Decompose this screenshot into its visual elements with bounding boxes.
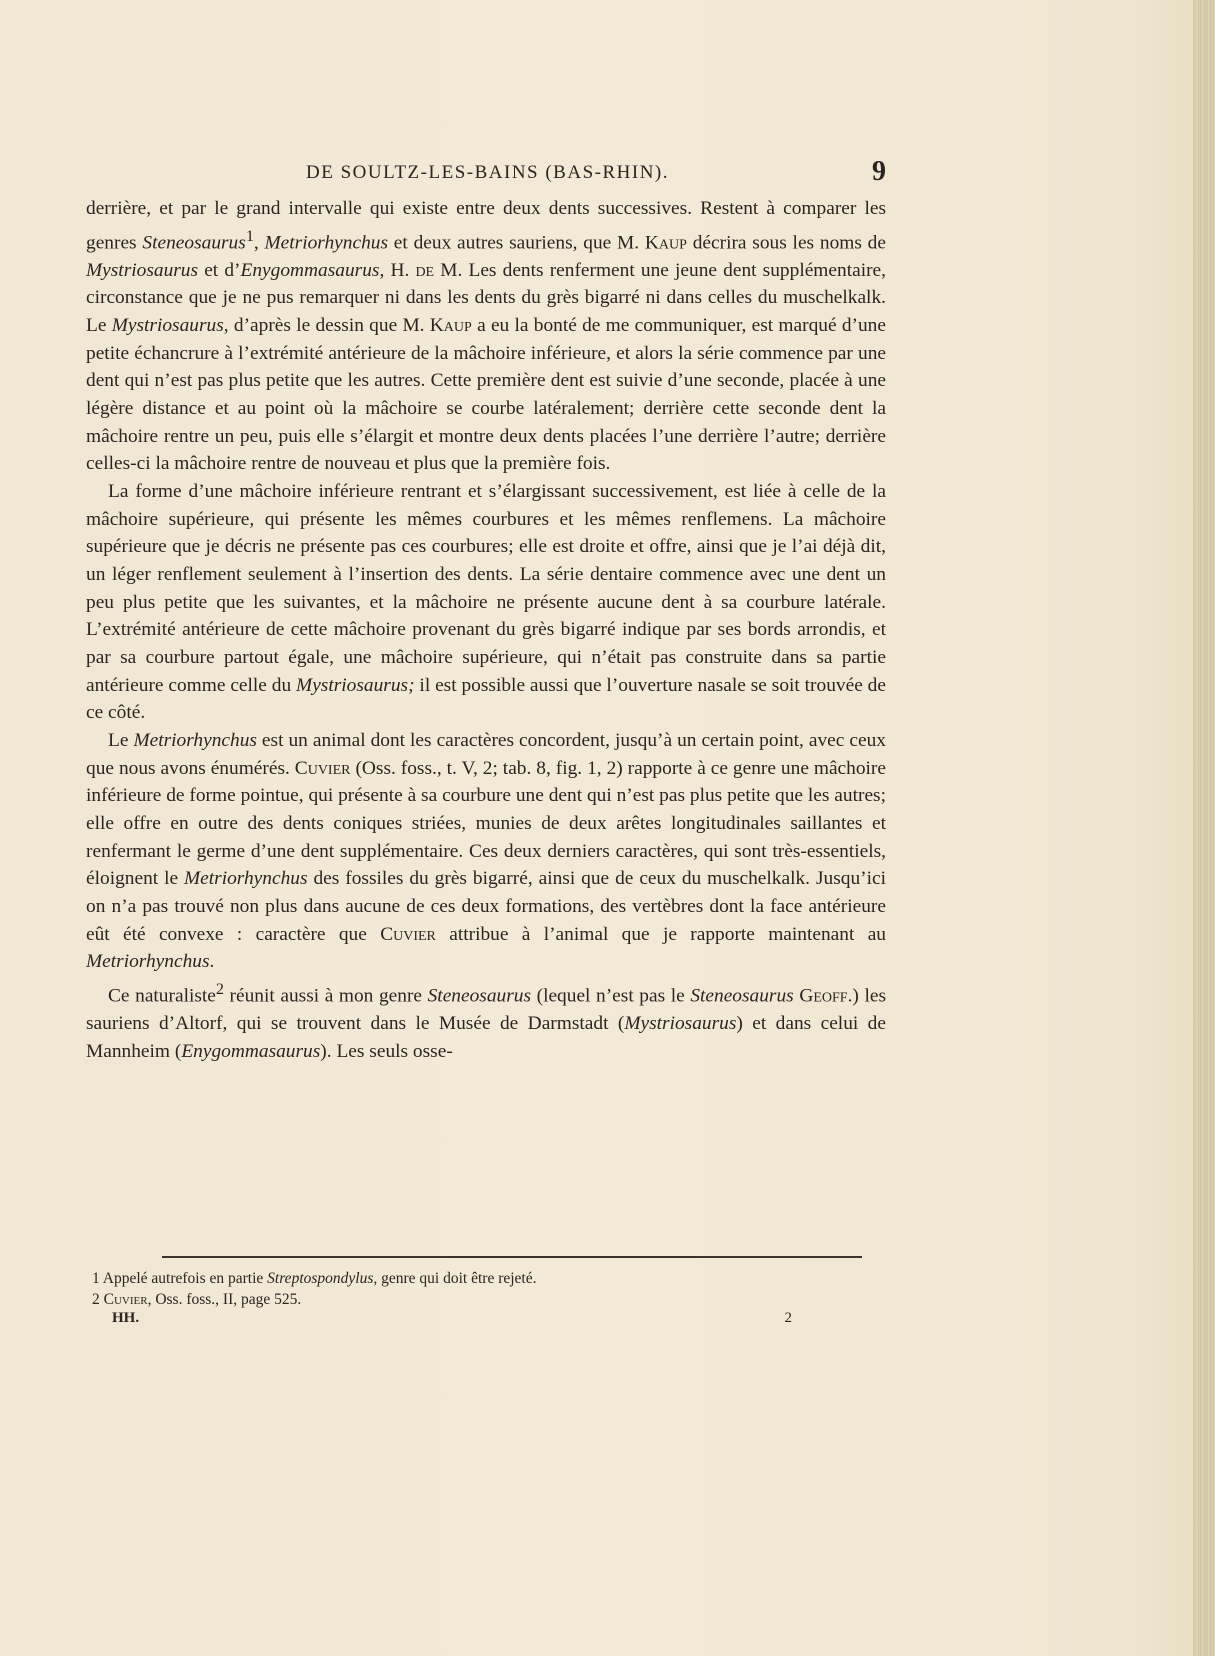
genus-name: Enygommasaurus: [240, 259, 380, 281]
genus-name: Steneosaurus: [142, 232, 246, 254]
genus-name: Metriorhynchus: [86, 951, 210, 973]
author-name: Kaup: [644, 232, 687, 254]
paragraph-4: Ce naturaliste$^2$ réunit aussi à mon genre Steneosaurus (lequel n’est pas le Steneosaurus Geoff.) les sauriens d’Altorf, qui se trouvent dans le Musée de Darmstadt (Mystriosaurus) et dans celui de Mannheim (Enygommasaurus). Les seuls osse-: [86, 980, 886, 1062]
paragraph-3: Le Metriorhynchus est un animal dont les caractères concordent, jusqu’à un certain point, avec ceux que nous avons énumérés. Cuvier (Oss. foss., t. V, 2; tab. 8, fig. 1, 2) rapporte à ce genre une mâchoire inférieure de forme pointue, qui présente à sa courbure une dent qui n’est pas plus petite que les autres; elle offre en outre des dents coniques striées, munies de deux arêtes longitudinales saillantes et renfermant le germe d’une dent supplémentaire. Ces deux derniers caractères, qui sont très-essentiels, éloignent le Metriorhynchus des fossiles du grès bigarré, ainsi que de ceux du muschelkalk. Jusqu’ici on n’a pas trouvé non plus dans aucune de ces deux formations, des vertèbres dont la face antérieure eût été convexe : caractère que Cuvier attribue à l’animal que je rapporte maintenant au Metriorhynchus.: [86, 729, 887, 973]
genus-name: Enygommasaurus: [181, 1040, 321, 1062]
genus-name: Mystriosaurus: [86, 259, 199, 281]
page-binding-edge: [1193, 0, 1215, 1656]
author-name: Geoff.: [799, 985, 853, 1007]
author-name: Cuvier: [380, 923, 436, 945]
footnote-divider: [162, 1256, 862, 1258]
genus-name: Metriorhynchus: [264, 232, 389, 254]
signature-mark: HH.: [112, 1310, 140, 1326]
author-name: Cuvier: [294, 757, 351, 779]
author-name: Cuvier: [103, 1291, 148, 1308]
genus-name: Steneosaurus: [427, 985, 532, 1007]
page-header: [86, 156, 886, 192]
genus-name: Mystriosaurus;: [296, 674, 415, 696]
genus-name: Mystriosaurus: [111, 315, 224, 337]
body-text: [86, 195, 886, 1065]
page-number: 9: [872, 156, 886, 187]
printer-signature: [112, 1310, 792, 1332]
genus-name: Streptospondylus,: [267, 1270, 378, 1287]
paragraph-1: derrière, et par le grand intervalle qui existe entre deux dents successives. Restent à comparer les genres Steneosaurus$^1$, Metriorhynchus et deux autres sauriens, que M. Kaup décrira sous les noms de Mystriosaurus et d’Enygommasaurus, H. de M. Les dents renferment une jeune dent supplémentaire, circonstance que je ne pus remarquer ni dans les dents du grès bigarré ni dans celles du muschelkalk. Le Mystriosaurus, d’après le dessin que M. Kaup a eu la bonté de me communiquer, est marqué d’une petite échancrure à l’extrémité antérieure de la mâchoire inférieure, et alors la série commence par une dent qui n’est pas plus petite que les autres. Cette première dent est suivie d’une seconde, placée à une légère distance et au point où la mâchoire se courbe latéralement; derrière cette seconde dent la mâchoire rentre un peu, puis elle s’élargit et montre deux dents placées l’une derrière l’autre; derrière celles-ci la mâchoire rentre de nouveau et plus que la première fois.: [86, 198, 886, 475]
footnote-1: 1 Appelé autrefois en partie Streptospondylus, genre qui doit être rejeté.: [92, 1270, 537, 1287]
genus-name: Metriorhynchus: [184, 868, 308, 890]
running-head: DE SOULTZ-LES-BAINS (BAS-RHIN).: [306, 162, 669, 183]
genus-name: Metriorhynchus: [133, 729, 257, 751]
genus-name: Mystriosaurus: [624, 1012, 737, 1034]
footnote-ref: 2: [215, 980, 224, 998]
footnotes: [92, 1268, 812, 1310]
author-particle: de: [415, 259, 435, 281]
footnote-2: 2 Cuvier, Oss. foss., II, page 525.: [92, 1291, 302, 1308]
paragraph-2: La forme d’une mâchoire inférieure rentrant et s’élargissant successivement, est liée à celle de la mâchoire supérieure, qui présente les mêmes courbures et les mêmes renflemens. La mâchoire supérieure que je décris ne présente pas ces courbures; elle est droite et offre, ainsi que je l’ai déjà dit, un léger renflement seulement à l’insertion des dents. La série dentaire commence avec une dent un peu plus petite que les suivantes, et la mâchoire ne présente aucune dent à sa courbure latérale. L’extrémité antérieure de cette mâchoire provenant du grès bigarré indique par ses bords arrondis, et par sa courbure partout égale, une mâchoire supérieure, qui n’était pas construite dans sa partie antérieure comme celle du Mystriosaurus; il est possible aussi que l’ouverture nasale se soit trouvée de ce côté.: [86, 481, 886, 724]
footnote-ref: 1: [245, 227, 254, 245]
author-name: Kaup: [429, 315, 472, 337]
genus-name: Steneosaurus: [690, 985, 794, 1007]
signature-number: 2: [784, 1310, 792, 1326]
